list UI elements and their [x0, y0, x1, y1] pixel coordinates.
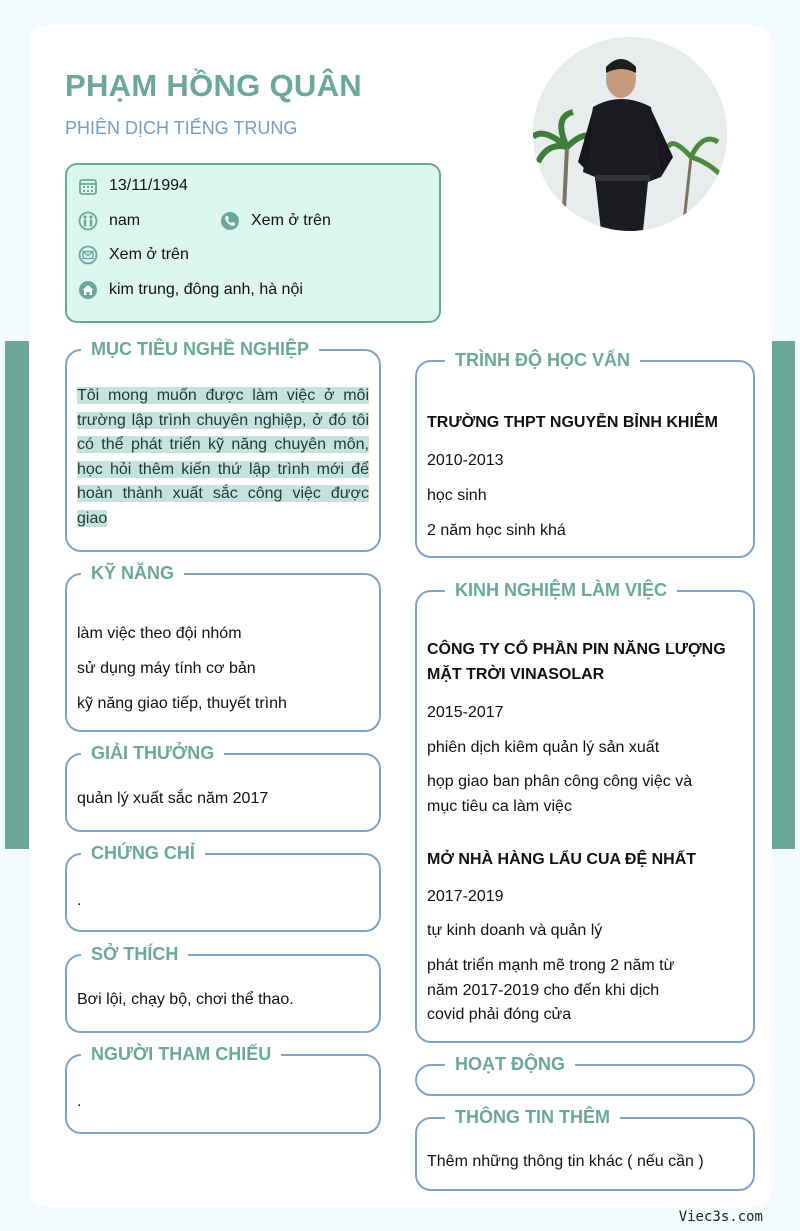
activities-section	[415, 1054, 755, 1096]
objective-title: MỤC TIÊU NGHỀ NGHIỆP	[81, 337, 319, 361]
objective-section	[65, 339, 381, 552]
certificate-item: .	[77, 892, 82, 909]
profile-photo-illustration	[533, 37, 727, 231]
phone-icon	[220, 211, 240, 231]
education-section	[415, 350, 755, 558]
phone-value: Xem ở trên	[251, 212, 331, 229]
job-period: 2015-2017	[427, 704, 504, 721]
gender-row	[78, 211, 140, 231]
hobbies-title: SỞ THÍCH	[81, 942, 188, 966]
award-item: quản lý xuất sắc năm 2017	[77, 790, 269, 807]
job-description: năm 2017-2019 cho đến khi dịch	[427, 982, 660, 999]
job-description: phát triển mạnh mẽ trong 2 năm từ	[427, 957, 675, 974]
skill-item: sử dụng máy tính cơ bản	[77, 660, 256, 677]
job-period: 2017-2019	[427, 888, 504, 905]
awards-section	[65, 743, 381, 832]
certificates-section	[65, 843, 381, 932]
education-role: học sinh	[427, 487, 487, 504]
hobbies-section	[65, 944, 381, 1033]
awards-title: GIẢI THƯỞNG	[81, 741, 224, 765]
address-row	[78, 280, 303, 300]
references-section	[65, 1044, 381, 1134]
skill-item: làm việc theo đội nhóm	[77, 625, 242, 642]
reference-item: .	[77, 1093, 82, 1110]
extra-info-title: THÔNG TIN THÊM	[445, 1105, 620, 1129]
certificates-title: CHỨNG CHỈ	[81, 841, 205, 865]
experience-section	[415, 580, 755, 1043]
skills-title: KỸ NĂNG	[81, 561, 184, 585]
calendar-icon	[78, 176, 98, 196]
gender-value: nam	[109, 212, 141, 229]
job-description: họp giao ban phân công công việc và	[427, 773, 693, 790]
gender-icon	[78, 211, 98, 231]
address-value: kim trung, đông anh, hà nội	[109, 281, 303, 298]
right-accent-band	[771, 341, 795, 849]
left-accent-band	[5, 341, 31, 849]
email-row	[78, 245, 189, 265]
education-period: 2010-2013	[427, 452, 504, 469]
job-role: phiên dịch kiêm quản lý sản xuất	[427, 739, 660, 756]
references-title: NGƯỜI THAM CHIẾU	[81, 1042, 281, 1066]
job-company: CÔNG TY CỔ PHẦN PIN NĂNG LƯỢNG	[427, 641, 726, 658]
hobby-item: Bơi lội, chạy bộ, chơi thể thao.	[77, 991, 294, 1008]
contact-panel	[65, 163, 441, 323]
experience-title: KINH NGHIỆM LÀM VIỆC	[445, 578, 677, 602]
extra-info-section	[415, 1107, 755, 1191]
phone-row	[220, 211, 331, 231]
email-value: Xem ở trên	[109, 246, 189, 263]
skills-section	[65, 563, 381, 732]
school-name: TRƯỜNG THPT NGUYỄN BỈNH KHIÊM	[427, 414, 718, 431]
profile-photo	[533, 37, 727, 231]
skill-item: kỹ năng giao tiếp, thuyết trình	[77, 695, 287, 712]
birthday-row	[78, 176, 188, 196]
education-note: 2 năm học sinh khá	[427, 522, 566, 539]
objective-text: Tôi mong muốn được làm việc ở môi trường lập trình chuyên nghiệp, ở đó tôi có thể phát triển kỹ năng chuyên môn, học hỏi thêm kiến thứ lập trình mới để hoàn thành xuất sắc công việc được giao	[77, 387, 369, 527]
home-icon	[78, 280, 98, 300]
email-icon	[78, 245, 98, 265]
job-company: MỞ NHÀ HÀNG LẨU CUA ĐỆ NHẤT	[427, 851, 697, 868]
candidate-name: PHẠM HỒNG QUÂN	[65, 68, 362, 103]
job-role: tự kinh doanh và quản lý	[427, 922, 603, 939]
activities-title: HOẠT ĐỘNG	[445, 1052, 575, 1076]
extra-info-text: Thêm những thông tin khác ( nếu cần )	[427, 1153, 704, 1170]
job-description: mục tiêu ca làm việc	[427, 798, 572, 815]
education-title: TRÌNH ĐỘ HỌC VẤN	[445, 348, 640, 372]
candidate-title: PHIÊN DỊCH TIẾNG TRUNG	[65, 118, 298, 138]
watermark: Viec3s.com	[678, 1209, 763, 1225]
birthday-value: 13/11/1994	[109, 177, 188, 194]
job-description: covid phải đóng cửa	[427, 1006, 572, 1023]
job-company: MẶT TRỜI VINASOLAR	[427, 666, 605, 683]
